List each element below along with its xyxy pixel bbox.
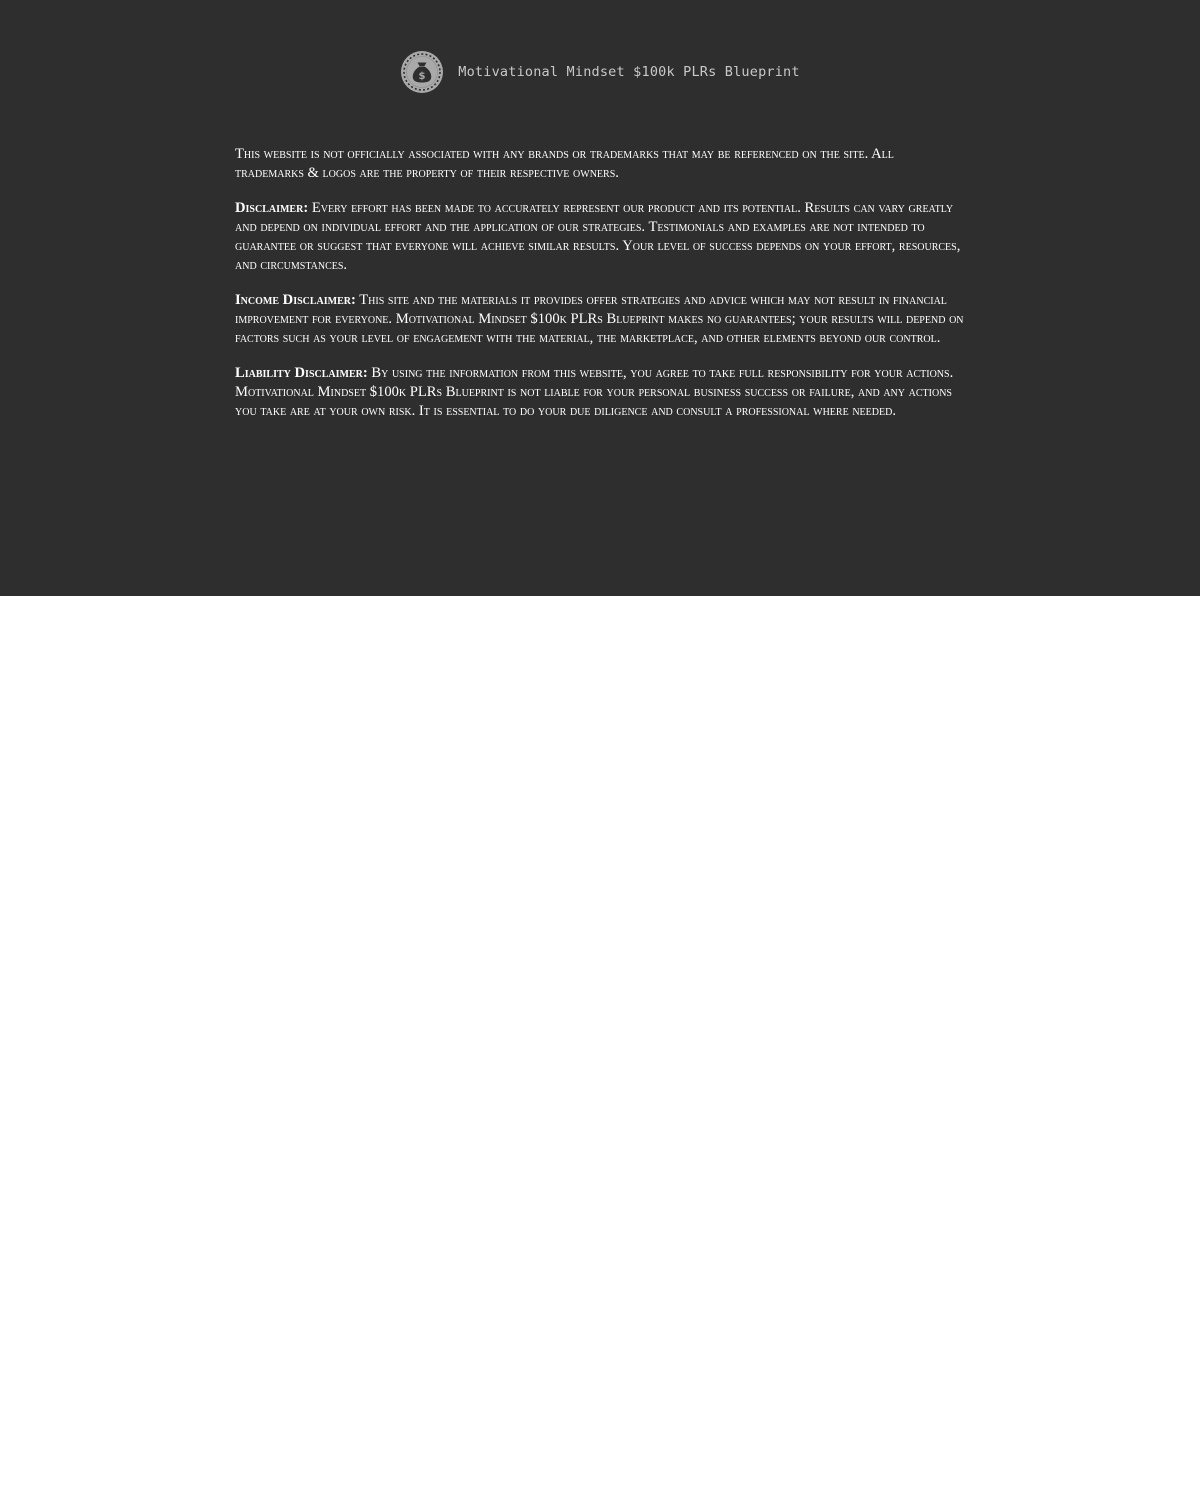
disclaimer-label: Disclaimer: <box>235 199 309 216</box>
liability-disclaimer-paragraph <box>235 364 965 422</box>
brand-link[interactable] <box>400 50 799 94</box>
disclaimer-content <box>235 145 965 437</box>
income-disclaimer-label: Income Disclaimer: <box>235 291 356 308</box>
income-disclaimer-paragraph <box>235 291 965 349</box>
footer <box>0 0 1200 596</box>
disclaimer-paragraph <box>235 199 965 276</box>
trademark-notice: This website is not officially associated with any brands or trademarks that may be referenced on the site. All trademarks & logos are the property of their respective owners. <box>235 146 894 182</box>
logo-symbol: $ <box>418 71 426 82</box>
liability-disclaimer-text: By using the information from this website, you agree to take full responsibility for your actions. Motivational Mindset $100k PLRs Blueprint is not liable for your personal business success or failure, and any actions you take are at your own risk. It is essential to do your due diligence and consult a professional where needed. <box>235 364 954 420</box>
income-disclaimer-text: This site and the materials it provides offer strategies and advice which may not result in financial improvement for everyone. Motivational Mindset $100k PLRs Blueprint makes no guarantees; your results will depend on factors such as your level of engagement with the material, the marketplace, and other elements beyond our control. <box>235 291 964 347</box>
money-bag-icon <box>400 50 444 94</box>
brand-name: Motivational Mindset $100k PLRs Blueprint <box>458 64 800 80</box>
liability-disclaimer-label: Liability Disclaimer: <box>235 364 368 381</box>
disclaimer-text: Every effort has been made to accurately represent our product and its potential. Results can vary greatly and depend on individual effort and the application of our strategies. Testimonials and examples are not intended to guarantee or suggest that everyone will achieve similar results. Your level of success depends on your effort, resources, and circumstances. <box>235 199 961 274</box>
brand-header <box>0 50 1200 94</box>
